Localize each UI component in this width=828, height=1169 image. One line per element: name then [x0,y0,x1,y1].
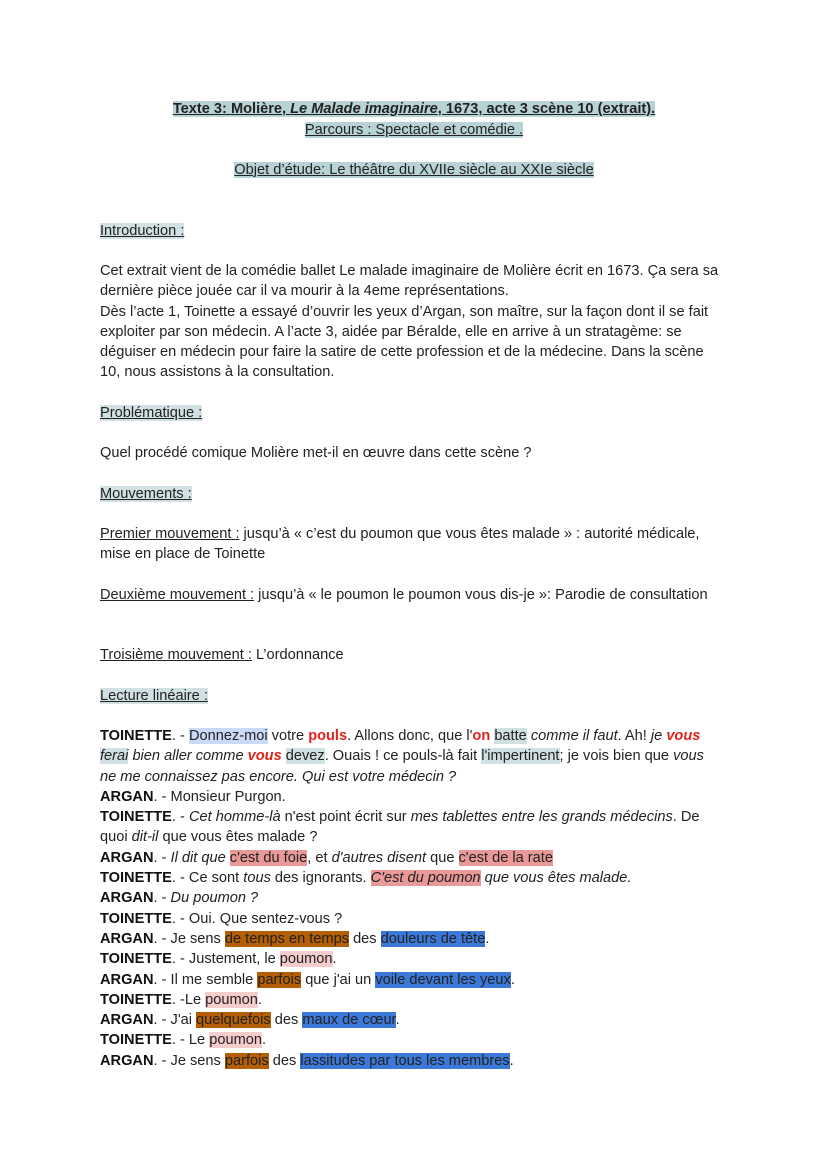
dialogue-segment: . - Je sens [153,1052,225,1069]
dialogue-line [100,848,715,868]
speaker-name: TOINETTE [100,1032,172,1049]
problematique-heading: Problématique : [100,405,203,421]
introduction-text [100,261,720,383]
dialogue-segment: pouls [308,728,348,744]
dialogue-line [100,1010,715,1030]
dialogue-segment: vous [666,728,701,744]
introduction-heading: Introduction : [100,223,185,239]
dialogue-segment: , et [307,849,332,866]
dialogue-segment: des ignorants. [270,870,371,887]
dialogue-segment: . Ah! [617,728,651,744]
dialogue-segment: n'est point écrit sur [280,809,411,826]
speaker-name: ARGAN [100,849,154,866]
mouvement-text: jusqu’à « le poumon le poumon vous dis-je »: Parodie de consultation [254,587,708,603]
dialogue-segment: . - [171,809,189,826]
dialogue-segment: quelquefois [196,1012,271,1029]
dialogue-segment: . Allons donc, que l' [347,728,473,744]
speaker-name: ARGAN [100,788,154,805]
speaker-name: ARGAN [100,890,154,907]
dialogue-segment: dit-il [131,829,159,846]
dialogue-segment: . [257,991,262,1008]
dialogue-segment: . - Le [171,1032,210,1049]
objet-etude-subtitle: Objet d’étude: Le théâtre du XVIIe siècle au XXIe siècle [234,162,594,178]
dialogue-segment: . - Je sens [153,930,225,947]
dialogue-segment: . - J'ai [153,1012,197,1029]
dialogue-line [100,929,715,949]
dialogue-segment: l'impertinent [481,748,560,765]
mouvement-text: L’ordonnance [251,647,344,663]
dialogue-segment: . [332,951,337,968]
dialogue-segment: Il dit que [170,849,226,866]
dialogue-segment: . [395,1012,400,1029]
dialogue-segment: c'est de la rate [458,849,553,866]
dialogue-segment: de temps en temps [224,930,350,947]
intro-paragraph: Cet extrait vient de la comédie ballet Le malade imaginaire de Molière écrit en 1673. Ça sera sa dernière pièce jouée car il va mourir à la 4eme représentations. [100,263,719,300]
speaker-name: ARGAN [100,1052,154,1069]
dialogue-segment: devez [285,748,325,765]
dialogue-segment: batte [494,728,527,744]
dialogue-segment: vous ne me connaissez pas encore. Qui est votre médecin ? [100,748,704,785]
dialogue-segment: . - Monsieur Purgon. [153,788,286,805]
dialogue-line [100,807,715,848]
parcours-subtitle: Parcours : Spectacle et comédie . [304,122,524,138]
dialogue-segment: que j'ai un [301,971,376,988]
dialogue-segment: mes tablettes entre les grands médecins [410,809,673,826]
dialogue-segment: . Ouais ! ce pouls-là fait [324,748,482,765]
dialogue-line [100,787,715,807]
dialogue-segment: lassitudes par tous les membres [300,1052,510,1069]
dialogue-segment: Du poumon ? [170,890,259,907]
dialogue-segment: Donnez-moi [188,728,268,744]
dialogue-segment: . [485,930,490,947]
mouvement-3 [100,645,720,665]
dialogue-text [100,726,715,1071]
speaker-name: ARGAN [100,930,154,947]
dialogue-segment: bien aller comme [128,748,248,765]
dialogue-segment: . [510,971,515,988]
dialogue-segment: d'autres disent [331,849,427,866]
dialogue-segment: parfois [224,1052,269,1069]
dialogue-segment: . - [171,728,189,744]
document-title [0,101,828,117]
dialogue-segment: poumon [205,991,258,1008]
dialogue-line [100,868,715,888]
title-text [173,101,655,117]
dialogue-segment: . - [153,890,171,907]
dialogue-segment: votre [267,728,309,744]
mouvement-2 [100,585,720,605]
mouvement-1 [100,524,720,565]
title-part: , 1673, acte 3 scène 10 (extrait). [437,101,656,117]
dialogue-segment: douleurs de tête [380,930,486,947]
dialogue-segment: voile devant les yeux [375,971,511,988]
intro-paragraph: Dès l’acte 1, Toinette a essayé d’ouvrir les yeux d’Argan, son maître, sur la façon dont il se fait exploiter par son médecin. A l’acte 3, aidée par Béralde, elle en arrive à un stratagème: se déguiser en médecin pour faire la satire de cette profession et de la médecine. Dans la scène 10, nous assistons à la consultation. [100,303,709,381]
speaker-name: TOINETTE [100,951,172,968]
dialogue-segment: tous [243,870,271,887]
speaker-name: TOINETTE [100,809,172,826]
dialogue-segment: . - [153,849,171,866]
dialogue-segment: ferai [100,748,129,765]
dialogue-line [100,1051,715,1071]
dialogue-segment: . - Justement, le [171,951,280,968]
dialogue-segment: comme il faut [530,728,618,744]
speaker-name: TOINETTE [100,991,172,1008]
problematique-text: Quel procédé comique Molière met-il en œuvre dans cette scène ? [100,445,532,461]
dialogue-segment: vous [247,748,282,765]
speaker-name: ARGAN [100,971,154,988]
dialogue-segment: on [472,728,491,744]
dialogue-segment: . [509,1052,514,1069]
dialogue-segment: des [349,930,381,947]
dialogue-segment: que [426,849,459,866]
dialogue-line [100,949,715,969]
lecture-heading: Lecture linéaire : [100,688,208,704]
speaker-name: TOINETTE [100,870,172,887]
mouvements-heading: Mouvements : [100,486,192,502]
dialogue-segment: . [261,1032,267,1049]
dialogue-segment: . - Il me semble [153,971,258,988]
speaker-name: TOINETTE [100,728,172,744]
dialogue-segment: . - Oui. Que sentez-vous ? [171,910,343,927]
dialogue-line [100,909,715,929]
dialogue-line [100,990,715,1010]
dialogue-line [100,888,715,908]
dialogue-segment: . - Ce sont [171,870,244,887]
dialogue-segment: Cet homme-là [188,809,281,826]
title-part: Texte 3: Molière, [172,101,291,117]
mouvement-label: Deuxième mouvement : [100,587,255,603]
dialogue-segment: poumon [209,1032,262,1049]
dialogue-segment: parfois [257,971,302,988]
mouvement-label: Premier mouvement : [100,526,240,542]
dialogue-segment: ; je vois bien que [559,748,674,765]
title-work: Le Malade imaginaire [290,101,438,117]
dialogue-segment: maux de cœur [302,1012,396,1029]
dialogue-segment: . -Le [171,991,206,1008]
speaker-name: TOINETTE [100,910,172,927]
mouvement-text: jusqu’à « c’est du poumon que vous êtes malade » : autorité médicale, mise en place de Toinette [100,526,700,563]
dialogue-line [100,970,715,990]
mouvement-label: Troisième mouvement : [100,647,252,663]
dialogue-segment: que vous êtes malade. [480,870,632,887]
dialogue-segment: . De quoi [100,809,700,846]
dialogue-segment: je [650,728,667,744]
dialogue-segment: des [270,1012,303,1029]
dialogue-segment: poumon [279,951,333,968]
dialogue-segment: que vous êtes malade ? [158,829,318,846]
speaker-name: ARGAN [100,1012,154,1029]
dialogue-segment: C'est du poumon [370,870,481,887]
dialogue-line [100,726,715,787]
dialogue-segment: c'est du foie [229,849,308,866]
dialogue-segment: des [268,1052,301,1069]
dialogue-line [100,1030,715,1050]
